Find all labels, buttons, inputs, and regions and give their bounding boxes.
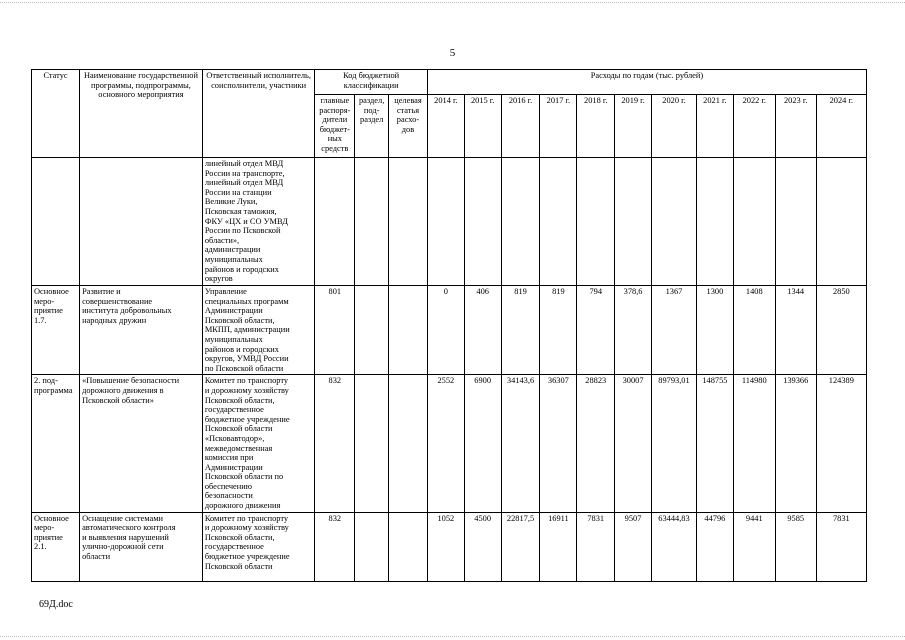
header-year-2017: 2017 г. (540, 95, 577, 158)
row-value-2015: 406 (464, 286, 501, 375)
budget-table-container (31, 69, 867, 582)
row-name: «Повышение безопасности дорожного движения в Псковской области» (80, 375, 203, 512)
row-value-2021: 148755 (696, 375, 733, 512)
row-code-target (389, 158, 428, 286)
row-value-2021: 1300 (696, 286, 733, 375)
header-responsible: Ответственный исполнитель, соисполнители, участники (202, 70, 315, 158)
row-status (32, 158, 80, 286)
row-name (80, 158, 203, 286)
row-value-2021: 44796 (696, 512, 733, 581)
row-status: 2. под- программа (32, 375, 80, 512)
table-row (32, 512, 867, 581)
row-value-2022: 114980 (733, 375, 775, 512)
header-year-2021: 2021 г. (696, 95, 733, 158)
header-year-2015: 2015 г. (464, 95, 501, 158)
row-value-2023: 139366 (775, 375, 816, 512)
row-status: Основное меро- приятие 2.1. (32, 512, 80, 581)
budget-table (31, 69, 867, 582)
row-code-main (315, 158, 355, 286)
scan-edge-bottom (0, 636, 905, 637)
row-value-2016: 22817,5 (501, 512, 540, 581)
row-name: Оснащение системами автоматического контроля и выявления нарушений улично-дорожной сети области (80, 512, 203, 581)
row-value-2015 (464, 158, 501, 286)
header-year-2014: 2014 г. (427, 95, 464, 158)
header-code-section: раздел, под-раздел (355, 95, 389, 158)
header-code-main: главные распоря-дители бюджет-ных средств (315, 95, 355, 158)
row-value-2019: 378,6 (615, 286, 652, 375)
row-value-2014: 1052 (427, 512, 464, 581)
row-value-2017: 16911 (540, 512, 577, 581)
row-value-2014: 0 (427, 286, 464, 375)
header-expenses: Расходы по годам (тыс. рублей) (427, 70, 866, 95)
row-value-2018: 7831 (577, 512, 615, 581)
row-value-2015: 4500 (464, 512, 501, 581)
row-code-section (355, 158, 389, 286)
row-code-target (389, 286, 428, 375)
row-value-2023 (775, 158, 816, 286)
row-responsible: Управление специальных программ Администрации Псковской области, МКПП, администрации муниципальных районов и городских округов, УМВД России по Псковской области (202, 286, 315, 375)
footer-file-name: 69Д.doc (39, 599, 73, 610)
header-code-target: целевая статья расхо-дов (389, 95, 428, 158)
header-year-2023: 2023 г. (775, 95, 816, 158)
row-value-2023: 1344 (775, 286, 816, 375)
row-value-2023: 9585 (775, 512, 816, 581)
row-value-2022: 9441 (733, 512, 775, 581)
row-responsible: линейный отдел МВД России на транспорте, линейный отдел МВД России на станции Великие Луки, Псковская таможня, ФКУ «ЦХ и СО УМВД России по Псковской области», администрации муниципальных районов и городских округов (202, 158, 315, 286)
row-value-2020: 1367 (651, 286, 696, 375)
row-value-2017: 36307 (540, 375, 577, 512)
row-value-2024: 124389 (816, 375, 866, 512)
row-value-2021 (696, 158, 733, 286)
row-value-2016: 34143,6 (501, 375, 540, 512)
header-budget-code: Код бюджетной классификации (315, 70, 428, 95)
row-name: Развитие и совершенствование института добровольных народных дружин (80, 286, 203, 375)
row-code-section (355, 286, 389, 375)
row-code-section (355, 512, 389, 581)
row-code-main: 801 (315, 286, 355, 375)
row-value-2020: 63444,83 (651, 512, 696, 581)
header-year-2022: 2022 г. (733, 95, 775, 158)
row-code-main: 832 (315, 512, 355, 581)
header-name: Наименование государственной программы, подпрограммы, основного мероприятия (80, 70, 203, 158)
row-status: Основное меро- приятие 1.7. (32, 286, 80, 375)
row-value-2019: 30007 (615, 375, 652, 512)
row-value-2016: 819 (501, 286, 540, 375)
row-code-section (355, 375, 389, 512)
table-row (32, 375, 867, 512)
row-value-2020: 89793,01 (651, 375, 696, 512)
row-value-2024 (816, 158, 866, 286)
row-value-2020 (651, 158, 696, 286)
header-status: Статус (32, 70, 80, 158)
row-value-2014: 2552 (427, 375, 464, 512)
row-value-2017 (540, 158, 577, 286)
row-code-target (389, 512, 428, 581)
row-value-2022 (733, 158, 775, 286)
row-value-2015: 6900 (464, 375, 501, 512)
row-responsible: Комитет по транспорту и дорожному хозяйству Псковской области, государственное бюджетное учреждение Псковской области (202, 512, 315, 581)
header-year-2020: 2020 г. (651, 95, 696, 158)
header-year-2024: 2024 г. (816, 95, 866, 158)
row-value-2019: 9507 (615, 512, 652, 581)
header-year-2018: 2018 г. (577, 95, 615, 158)
page-number: 5 (449, 47, 456, 59)
row-value-2014 (427, 158, 464, 286)
row-value-2022: 1408 (733, 286, 775, 375)
row-value-2024: 2850 (816, 286, 866, 375)
table-row (32, 286, 867, 375)
header-year-2019: 2019 г. (615, 95, 652, 158)
row-responsible: Комитет по транспорту и дорожному хозяйству Псковской области, государственное бюджетное учреждение Псковской области «Псковавтодор», межведомственная комиссия при Администрации Псковской области по обеспечению безопасности дорожного движения (202, 375, 315, 512)
row-value-2019 (615, 158, 652, 286)
table-row (32, 158, 867, 286)
row-value-2018 (577, 158, 615, 286)
header-year-2016: 2016 г. (501, 95, 540, 158)
row-value-2017: 819 (540, 286, 577, 375)
row-code-main: 832 (315, 375, 355, 512)
row-value-2018: 794 (577, 286, 615, 375)
row-value-2016 (501, 158, 540, 286)
row-code-target (389, 375, 428, 512)
row-value-2018: 28823 (577, 375, 615, 512)
row-value-2024: 7831 (816, 512, 866, 581)
scan-edge-top (0, 2, 905, 3)
